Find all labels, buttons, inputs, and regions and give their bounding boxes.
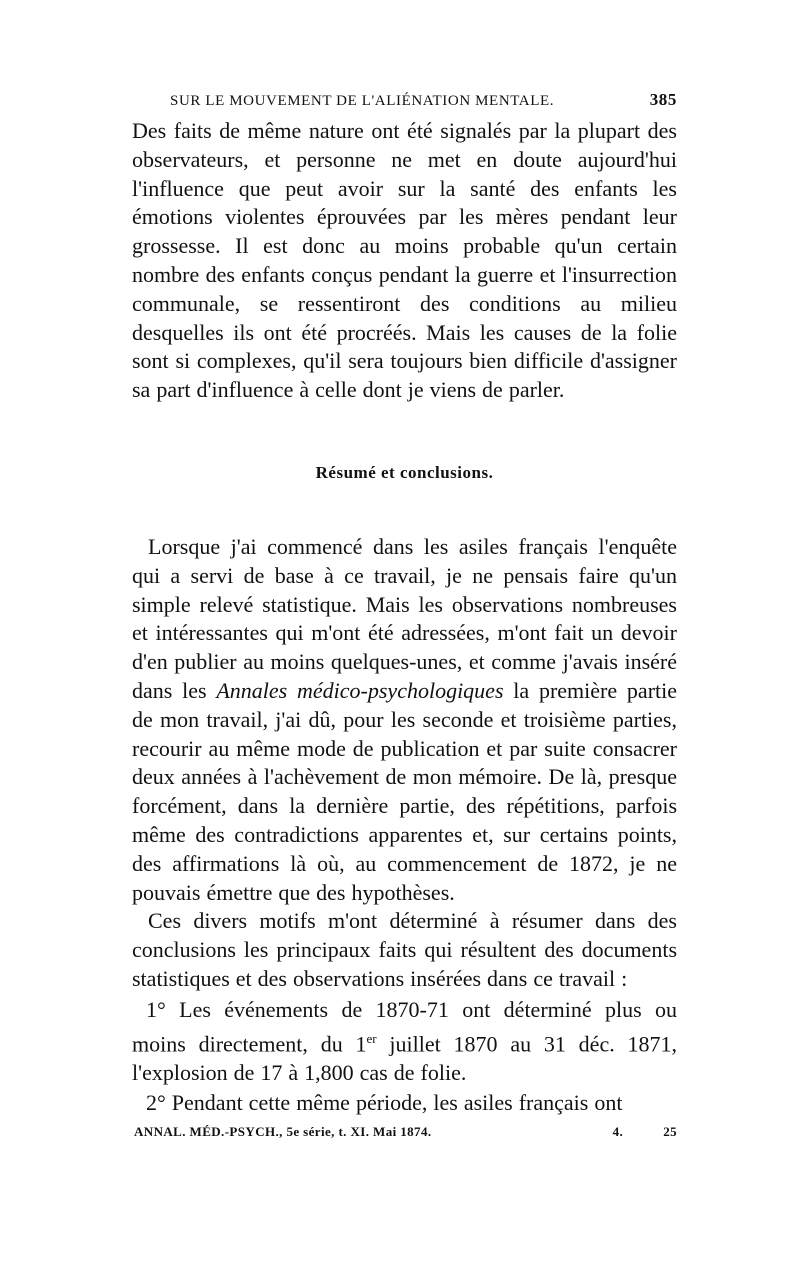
conclusion-item-1 [132,996,677,1088]
page-footer [132,1124,677,1140]
conclusion-item-2: 2° Pendant cette même période, les asiles français ont [146,1090,623,1116]
page-number: 385 [649,90,677,109]
running-title: SUR LE MOUVEMENT DE L'ALIÉNATION MENTALE. [170,93,555,109]
signature-marks [613,1124,677,1140]
journal-reference: ANNAL. MÉD.-PSYCH., 5e série, t. XI. Mai 1874. [134,1124,432,1140]
superscript-er: er [366,1030,377,1046]
signature-number: 4. [612,1124,624,1140]
running-head [132,88,677,113]
paragraph-3: Ces divers motifs m'ont déterminé à résumer dans des conclusions les principaux faits qui résultent des documents statistiques et des observations insérées dans ce travail : [132,908,677,991]
paragraph-2-part-1: Lorsque j'ai commencé dans les asiles français l'enquête qui a servi de base à ce travail, je ne pensais faire qu'un simple relevé statistique. Mais les observations nombreuses et intéressantes qui m'ont été adressées, m'ont fait un devoir d'en publier au moins quelques-unes, et comme j'avais inséré dans les [132,533,677,703]
conclusion-item-1-part-1: 1° Les événements de 1870-71 ont déterminé plus ou moins directement, du 1 [132,996,677,1056]
conclusion-item-1-part-2: juillet 1870 au 31 déc. 1871, l'explosion de 17 à 1,800 cas de folie. [132,1030,678,1085]
signature-page: 25 [663,1124,677,1140]
paragraph-2 [132,533,677,907]
page-content [132,88,677,1140]
journal-title-italic: Annales médico-psychologiques [216,677,504,703]
paragraph-1: Des faits de même nature ont été signalés par la plupart des observateurs, et personne ne met en doute aujourd'hui l'influence que peut avoir sur la santé des enfants les émotions violentes éprouvées par les mères pendant leur grossesse. Il est donc au moins probable qu'un certain nombre des enfants conçus pendant la guerre et l'insurrection communale, se ressentiront des conditions au milieu desquelles ils ont été procréés. Mais les causes de la folie sont si complexes, qu'il sera toujours bien difficile d'assigner sa part d'influence à celle dont je viens de parler. [132,118,677,403]
section-heading: Résumé et conclusions. [315,462,494,482]
paragraph-2-part-2: la première partie de mon travail, j'ai dû, pour les seconde et troisième parties, recourir au même mode de publication et par suite consacrer deux années à l'achèvement de mon mémoire. De là, presque forcément, dans la dernière partie, des répétitions, parfois même des contradictions apparentes et, sur certains points, des affirmations là où, au commencement de 1872, je ne pouvais émettre que des hypothèses. [132,677,678,905]
